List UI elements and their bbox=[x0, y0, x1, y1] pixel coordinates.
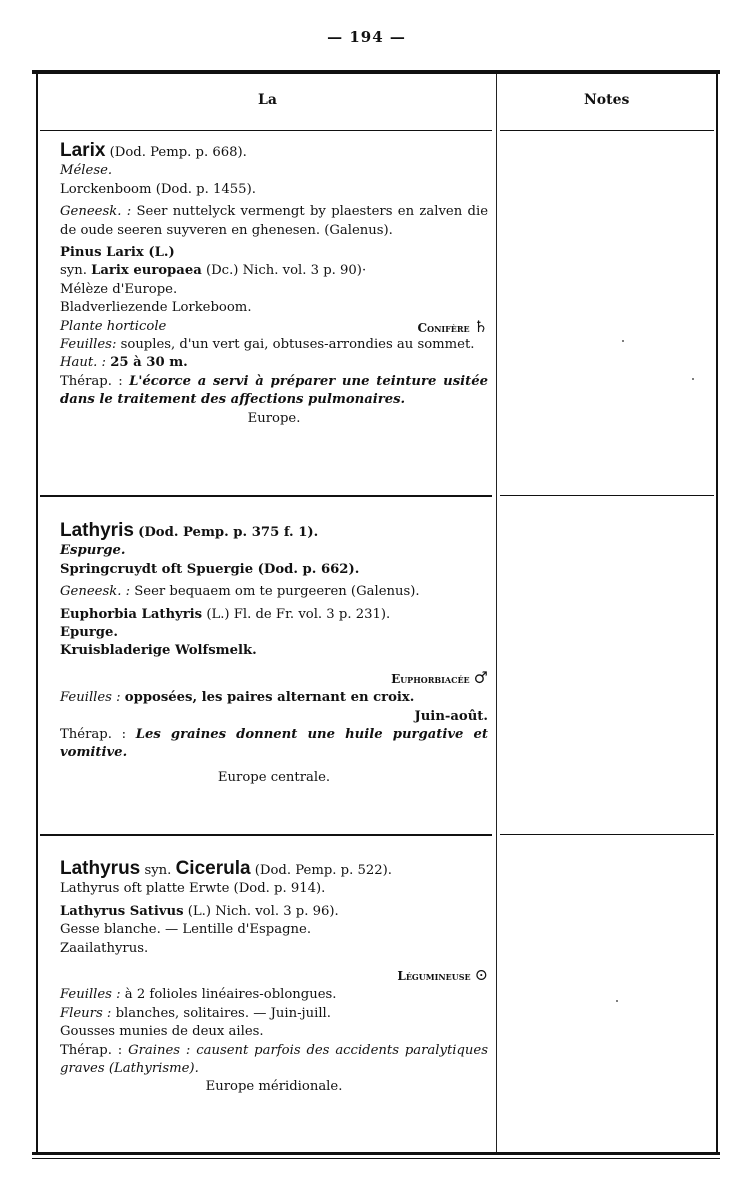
plant-type: Plante horticole bbox=[60, 318, 167, 334]
dutch-name: Lathyrus oft platte Erwte (Dod. p. 914). bbox=[60, 881, 326, 897]
region: Europe centrale. bbox=[217, 769, 331, 785]
modern-dutch-name: Zaailathyrus. bbox=[60, 940, 149, 956]
leaves-label: Feuilles : bbox=[60, 690, 121, 706]
leaves-text: opposées, les paires alternant en croix. bbox=[124, 690, 415, 706]
page-number: — 194 — bbox=[327, 28, 406, 46]
entry-reference: (Dod. Pemp. p. 375 f. 1). bbox=[138, 525, 319, 540]
french-name: Epurge. bbox=[60, 625, 119, 641]
pods-text: Gousses munies de deux ailes. bbox=[60, 1024, 264, 1040]
column-divider bbox=[496, 74, 497, 1154]
entry-separator-1-notes bbox=[500, 495, 714, 496]
leaves-text: à 2 folioles linéaires-oblongues. bbox=[124, 987, 337, 1003]
region: Europe méridionale. bbox=[205, 1079, 343, 1095]
speck bbox=[622, 340, 624, 342]
synonym-name: Larix europaea bbox=[91, 263, 202, 279]
speck bbox=[616, 1000, 618, 1002]
entry-lathyrus bbox=[60, 860, 488, 1097]
entry-reference: (Dod. Pemp. p. 522). bbox=[254, 863, 392, 878]
therap-text: L'écorce a servi à préparer une teinture usitée dans le traitement des affections pulmonaires. bbox=[60, 373, 488, 408]
flowering-period: Juin-août. bbox=[414, 708, 488, 724]
header-separator-right bbox=[500, 130, 714, 131]
dutch-name: Springcruydt oft Spuergie (Dod. p. 662). bbox=[60, 561, 360, 577]
annual-symbol-icon: ⊙ bbox=[474, 965, 488, 985]
left-rule bbox=[36, 74, 38, 1154]
therap-label: Thérap. : bbox=[60, 373, 123, 389]
entry-larix bbox=[60, 142, 488, 428]
botanical-name: Euphorbia Lathyris bbox=[60, 606, 203, 622]
column-header-notes: Notes bbox=[584, 92, 630, 108]
entry-separator-1 bbox=[40, 495, 492, 497]
height-label: Haut. : bbox=[60, 355, 106, 371]
geneesk-label: Geneesk. : bbox=[60, 204, 132, 220]
flowers-text: blanches, solitaires. — Juin-juill. bbox=[115, 1005, 331, 1021]
height-value: 25 à 30 m. bbox=[110, 355, 188, 371]
therap-label: Thérap. : bbox=[60, 1042, 123, 1058]
therap-label: Thérap. : bbox=[60, 727, 127, 743]
syn-label: syn. bbox=[60, 263, 87, 279]
synonym-reference: (Dc.) Nich. vol. 3 p. 90)· bbox=[205, 263, 367, 279]
family-name: Conifère bbox=[417, 320, 470, 335]
leaves-text: souples, d'un vert gai, obtuses-arrondies au sommet. bbox=[120, 337, 475, 353]
header-separator-left bbox=[40, 130, 492, 131]
entry-separator-2-notes bbox=[500, 834, 714, 835]
family-name: Légumineuse bbox=[397, 969, 471, 984]
geneesk-label: Geneesk. : bbox=[60, 584, 131, 600]
leaves-label: Feuilles: bbox=[60, 337, 117, 353]
geneesk-text: Seer nuttelyck vermengt by plaesters en zalven die de oude seeren suyveren en ghenesen. (Galenus). bbox=[60, 204, 489, 238]
french-name: Gesse blanche. — Lentille d'Espagne. bbox=[60, 922, 312, 938]
synonym-title: Cicerula bbox=[175, 858, 251, 879]
entry-title: Larix bbox=[60, 140, 106, 161]
top-rule bbox=[32, 70, 720, 74]
vernacular-name: Espurge. bbox=[60, 543, 126, 559]
syn-label: syn. bbox=[144, 863, 172, 878]
modern-dutch-name: Bladverliezende Lorkeboom. bbox=[60, 300, 252, 316]
modern-dutch-name: Kruisbladerige Wolfsmelk. bbox=[60, 643, 257, 659]
therap-text: Graines : causent parfois des accidents paralytiques graves (Lathyrisme). bbox=[60, 1042, 488, 1077]
dutch-name: Lorckenboom (Dod. p. 1455). bbox=[60, 181, 256, 197]
entry-reference: (Dod. Pemp. p. 668). bbox=[109, 145, 247, 160]
bottom-rule-thin bbox=[32, 1158, 720, 1159]
therap-text: Les graines donnent une huile purgative et vomitive. bbox=[60, 727, 488, 761]
french-name: Mélèze d'Europe. bbox=[60, 281, 178, 297]
botanical-name: Lathyrus Sativus bbox=[60, 903, 184, 919]
entry-title: Lathyris bbox=[60, 520, 134, 541]
flowers-label: Fleurs : bbox=[60, 1005, 112, 1021]
column-header-la: La bbox=[258, 92, 277, 108]
entry-title: Lathyrus bbox=[60, 858, 141, 879]
speck bbox=[692, 378, 694, 380]
vernacular-name: Mélese. bbox=[60, 163, 113, 179]
entry-separator-2 bbox=[40, 834, 492, 836]
region: Europe. bbox=[247, 410, 301, 426]
botanical-reference: (L.) Nich. vol. 3 p. 96). bbox=[187, 903, 339, 919]
botanical-reference: (L.) Fl. de Fr. vol. 3 p. 231). bbox=[206, 606, 391, 622]
bottom-rule bbox=[32, 1152, 720, 1155]
leaves-label: Feuilles : bbox=[60, 987, 121, 1003]
male-symbol-icon: ♂ bbox=[473, 667, 488, 687]
botanical-name: Pinus Larix (L.) bbox=[60, 245, 175, 261]
right-rule bbox=[716, 74, 718, 1154]
family-name: Euphorbiacée bbox=[391, 671, 470, 686]
geneesk-text: Seer bequaem om te purgeeren (Galenus). bbox=[134, 584, 420, 600]
saturn-symbol-icon: ♄ bbox=[473, 316, 488, 336]
entry-lathyris bbox=[60, 522, 488, 787]
